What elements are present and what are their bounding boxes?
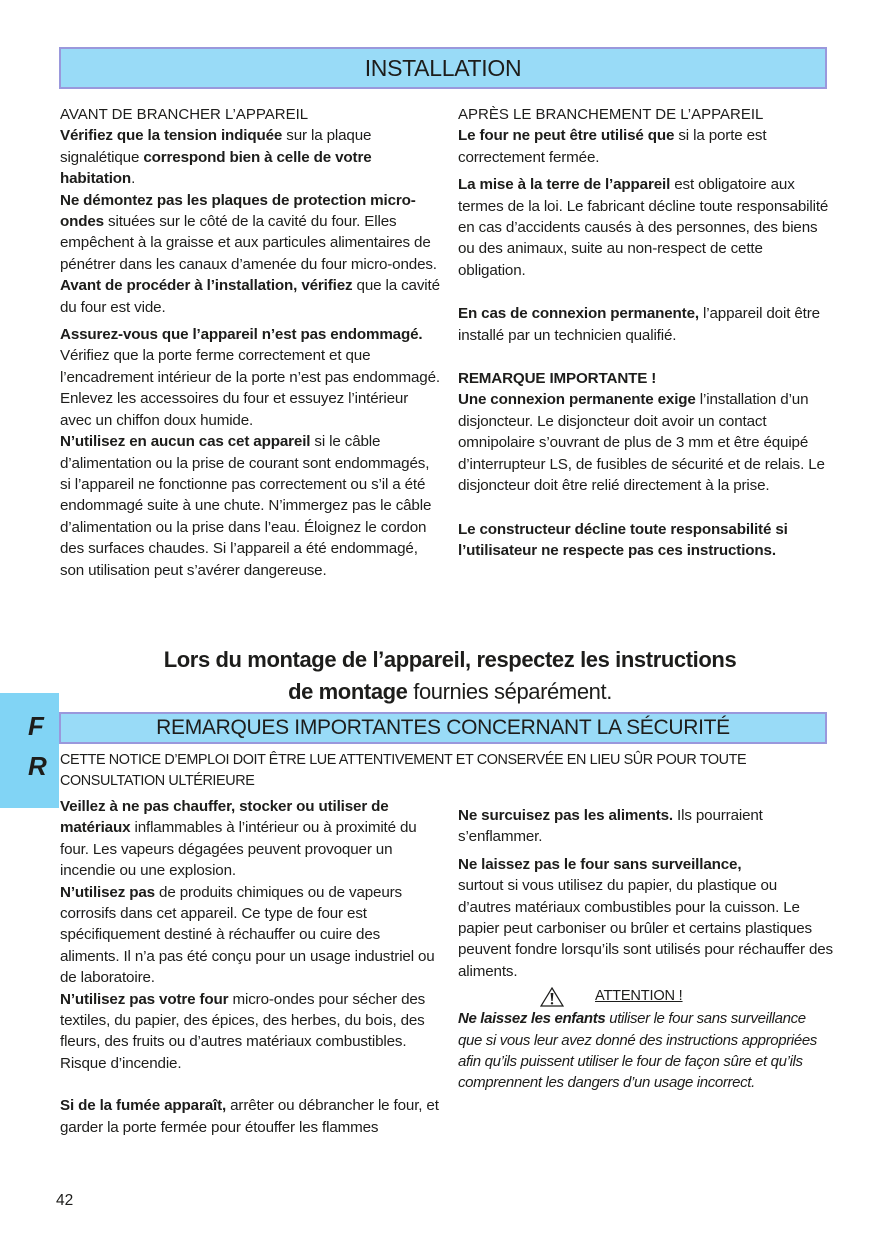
subheading-before-connecting: AVANT DE BRANCHER L’APPAREIL	[60, 106, 309, 123]
attention-label: ATTENTION !	[595, 988, 683, 1005]
paragraph-no-unattended: Ne laissez pas le four sans surveillance, surtout si vous utilisez du papier, du plastique ou d’autres matériaux combustibles pour la cuisson. Le papier peut carboniser ou brûler et certains plastiques peuvent fondre lorsqu’ils sont utilisés pour réchauffer des aliments.	[458, 855, 833, 980]
paragraph-do-not-use: N’utilisez en aucun cas cet appareil si le câble d’alimentation ou la prise de courant sont endommagés, si l’appareil ne fonctionne pas correctement ou s’il a été endommagé suite à une chute. N’immergez pas le câble d’alimentation ou la prise dans l’eau. Éloignez le cordon des surfaces chaudes. Si l’appareil a été endommagé, son utilisation peut s’avérer dangereuse.	[60, 433, 432, 579]
paragraph-earthing: La mise à la terre de l’appareil est obligatoire aux termes de la loi. Le fabricant décline toute responsabilité en cas d’accidents causés à des personnes, des biens ou des animaux, suite au non-respect de cette obligation.	[458, 176, 829, 279]
language-tab-letter-r: R	[28, 751, 47, 781]
important-note-heading: REMARQUE IMPORTANTE !	[458, 370, 657, 388]
paragraph-manufacturer-liability: Le constructeur décline toute responsabilité si l’utilisateur ne respecte pas ces instructions.	[458, 520, 788, 559]
section-title: REMARQUES IMPORTANTES CONCERNANT LA SÉCURITÉ	[156, 716, 730, 739]
section-header-installation	[59, 47, 827, 89]
attention-heading	[458, 986, 833, 1008]
mounting-instructions-note: Lors du montage de l’appareil, respectez les instructions de montage fournies séparément.	[163, 647, 737, 704]
paragraph-protection-plates: Ne démontez pas les plaques de protection micro-ondes situées sur le côté de la cavité du four. Elles empêchent à la graisse et aux particules alimentaires de pénétrer dans les canaux d’amenée du four micro-ondes.	[60, 191, 437, 273]
paragraph-no-chemicals: N’utilisez pas de produits chimiques ou de vapeurs corrosifs dans cet appareil. Ce type de four est spécifiquement destiné à réchauffer ou cuire des aliments. Il n’a pas été conçu pour un usage industriel ou de laboratoire.	[60, 883, 435, 987]
section-title: INSTALLATION	[364, 55, 522, 81]
safety-right-column	[458, 805, 833, 1094]
read-notice-warning: CETTE NOTICE D’EMPLOI DOIT ÊTRE LUE ATTENTIVEMENT ET CONSERVÉE EN LIEU SÛR POUR TOUTE CONSULTATION ULTÉRIEURE	[60, 752, 747, 789]
paragraph-children-warning: Ne laissez les enfants utiliser le four sans surveillance que si vous leur avez donné des instructions appropriées afin qu’ils puissent utiliser le four de façon sûre et qu’ils comprennent les dangers d’un usage incorrect.	[458, 1010, 817, 1092]
paragraph-cavity-empty: Avant de procéder à l’installation, vérifiez que la cavité du four est vide.	[60, 277, 440, 316]
subheading-after-connecting: APRÈS LE BRANCHEMENT DE L’APPAREIL	[458, 106, 764, 123]
paragraph-flammable-materials: Veillez à ne pas chauffer, stocker ou utiliser de matériaux inflammables à l’intérieur ou à proximité du four. Les vapeurs dégagées peuvent provoquer un incendie ou une explosion.	[60, 798, 417, 880]
paragraph-smoke: Si de la fumée apparaît, arrêter ou débrancher le four, et garder la porte fermée pour étouffer les flammes	[60, 1097, 439, 1136]
paragraph-door-closed: Le four ne peut être utilisé que si la porte est correctement fermée.	[458, 127, 767, 166]
section-header-safety	[59, 712, 827, 744]
paragraph-permanent-connection: En cas de connexion permanente, l’appareil doit être installé par un technicien qualifié.	[458, 305, 820, 344]
paragraph-circuit-breaker: Une connexion permanente exige l’installation d’un disjoncteur. Le disjoncteur doit avoir un contact omnipolaire s’ouvrant de plus de 3 mm et être équipé d’interrupteur LS, de fusibles de sécurité et de relais. Le disjoncteur doit être relié directement à la prise.	[458, 391, 825, 495]
page-number: 42	[56, 1192, 74, 1209]
installation-right-column	[458, 104, 833, 561]
warning-triangle-icon	[540, 987, 564, 1007]
paragraph-no-drying: N’utilisez pas votre four micro-ondes pour sécher des textiles, du papier, des épices, des herbes, du bois, des fleurs, des fruits ou d’autres matériaux combustibles. Risque d’incendie.	[60, 990, 426, 1072]
safety-left-column	[60, 796, 440, 1138]
installation-left-column	[60, 104, 440, 581]
paragraph-no-overcooking: Ne surcuisez pas les aliments. Ils pourraient s’enflammer.	[458, 807, 763, 846]
paragraph-voltage: Vérifiez que la tension indiquée sur la plaque signalétique correspond bien à celle de votre habitation.	[60, 127, 372, 188]
language-tab-letter-f: F	[28, 711, 44, 741]
paragraph-check-damage: Assurez-vous que l’appareil n’est pas endommagé. Vérifiez que la porte ferme correctement et que l’encadrement intérieur de la porte n’est pas endommagé. Enlevez les accessoires du four et essuyez l’intérieur avec un chiffon doux humide.	[60, 326, 440, 429]
